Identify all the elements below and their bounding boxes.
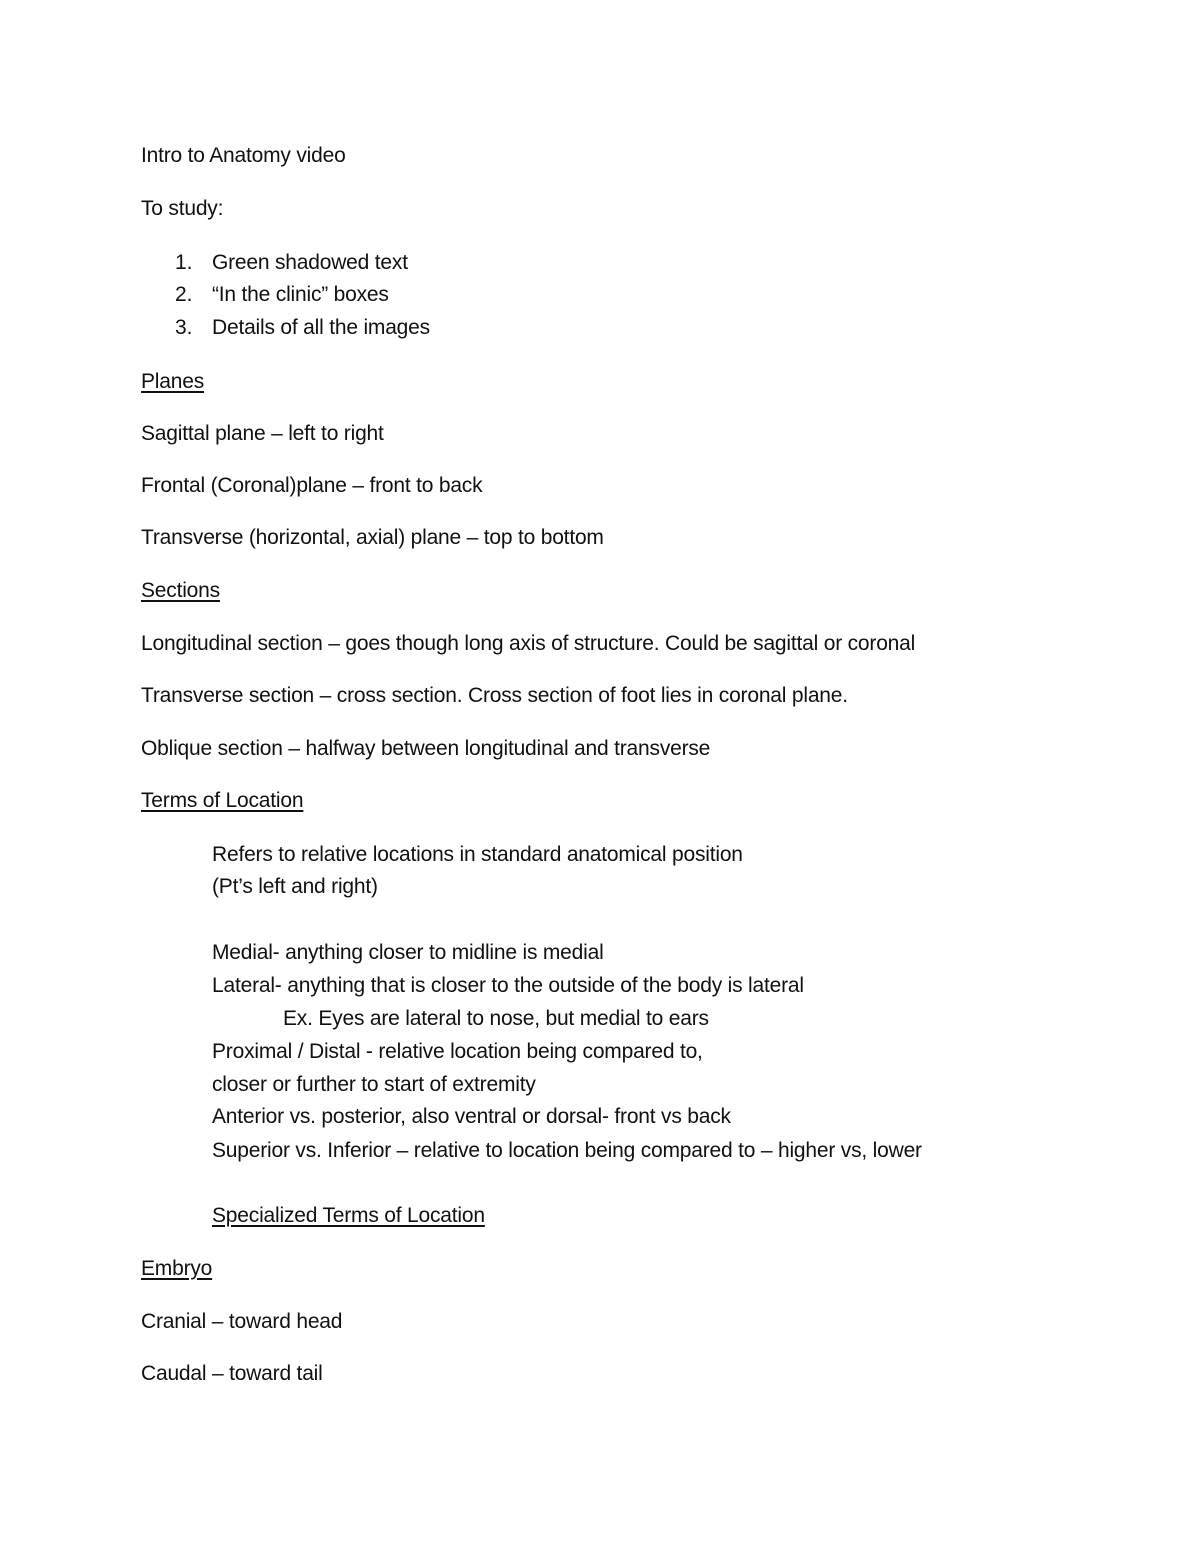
list-item-number: 1.: [175, 251, 193, 274]
sections-line: Oblique section – halfway between longitudinal and transverse: [141, 737, 711, 760]
document-title: Intro to Anatomy video: [141, 144, 346, 167]
terms-intro-line: (Pt’s left and right): [212, 875, 378, 898]
planes-heading: Planes: [141, 370, 205, 393]
sections-heading: Sections: [141, 579, 220, 602]
planes-line: Frontal (Coronal)plane – front to back: [141, 474, 483, 497]
planes-line: Transverse (horizontal, axial) plane – top to bottom: [141, 526, 604, 549]
lateral-definition: Lateral- anything that is closer to the outside of the body is lateral: [212, 974, 804, 997]
terms-of-location-heading: Terms of Location: [141, 789, 304, 812]
list-item-number: 2.: [175, 283, 193, 306]
embryo-heading: Embryo: [141, 1257, 213, 1280]
embryo-line: Caudal – toward tail: [141, 1362, 323, 1385]
list-item: Green shadowed text: [212, 251, 408, 274]
superior-inferior-definition: Superior vs. Inferior – relative to location being compared to – higher vs, lower: [212, 1139, 922, 1162]
terms-intro-line: Refers to relative locations in standard anatomical position: [212, 843, 743, 866]
list-item: Details of all the images: [212, 316, 430, 339]
medial-definition: Medial- anything closer to midline is medial: [212, 941, 604, 964]
lateral-example: Ex. Eyes are lateral to nose, but medial to ears: [283, 1007, 709, 1030]
proximal-distal-continued: closer or further to start of extremity: [212, 1073, 536, 1096]
list-item: “In the clinic” boxes: [212, 283, 389, 306]
specialized-terms-heading: Specialized Terms of Location: [212, 1204, 485, 1227]
embryo-line: Cranial – toward head: [141, 1310, 343, 1333]
list-item-number: 3.: [175, 316, 193, 339]
proximal-distal-definition: Proximal / Distal - relative location being compared to,: [212, 1040, 703, 1063]
sections-line: Longitudinal section – goes though long axis of structure. Could be sagittal or coronal: [141, 632, 916, 655]
anterior-posterior-definition: Anterior vs. posterior, also ventral or dorsal- front vs back: [212, 1105, 731, 1128]
planes-line: Sagittal plane – left to right: [141, 422, 384, 445]
study-heading: To study:: [141, 197, 224, 220]
sections-line: Transverse section – cross section. Cross section of foot lies in coronal plane.: [141, 684, 848, 707]
